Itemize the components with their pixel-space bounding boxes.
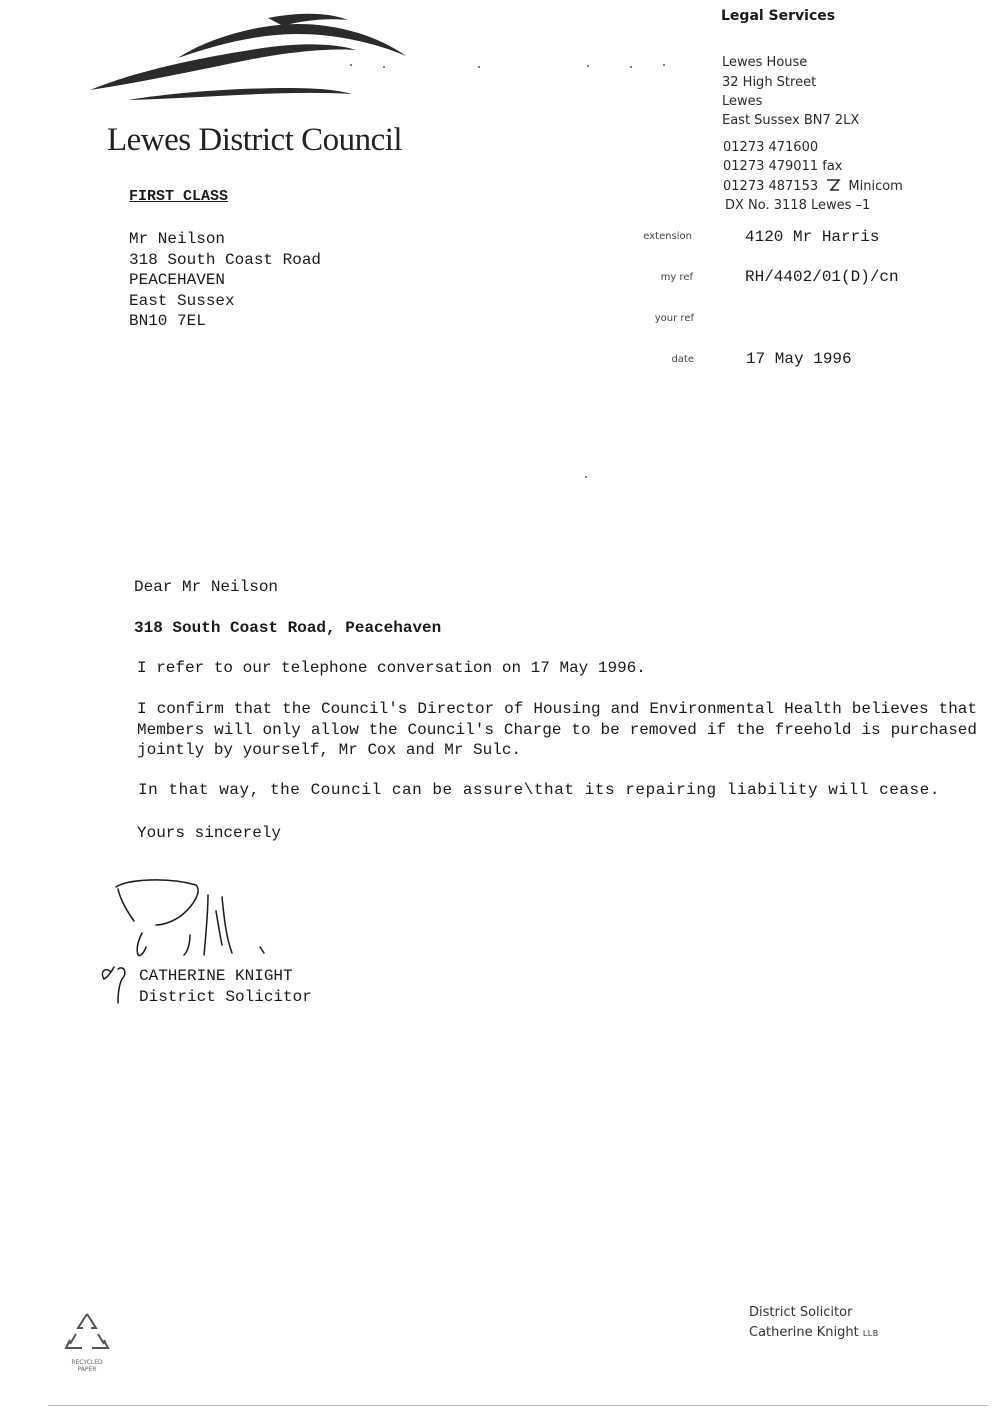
body-paragraph: I refer to our telephone conversation on 17 May 1996. — [137, 659, 646, 677]
recipient-address — [129, 229, 321, 332]
recycle-icon — [62, 1310, 112, 1354]
signatory-name: CATHERINE KNIGHT — [139, 967, 293, 985]
footer-qualifications: LLB — [862, 1329, 879, 1338]
extension-value: 4120 Mr Harris — [745, 228, 880, 246]
recipient-line: 318 South Coast Road — [129, 250, 322, 269]
minicom-label: Minicom — [848, 179, 903, 194]
recycled-paper-mark — [62, 1310, 112, 1372]
minicom-icon — [825, 178, 841, 192]
salutation: Dear Mr Neilson — [134, 578, 279, 596]
body-paragraph: In that way, the Council can be assure\that its repairing liability will cease. — [138, 781, 940, 799]
phone-number: 01273 471600 — [723, 140, 819, 155]
recipient-line: BN10 7EL — [129, 312, 206, 331]
address-line-building: Lewes House — [722, 55, 808, 70]
recipient-line: East Sussex — [129, 291, 235, 310]
address-line-county-postcode: East Sussex BN7 2LX — [722, 113, 860, 128]
my-ref-label: my ref — [660, 272, 693, 283]
footer-officer-title: District Solicitor — [749, 1305, 853, 1320]
extension-label: extension — [643, 231, 692, 242]
minicom-number: 01273 487153 — [723, 179, 819, 194]
recipient-line: PEACEHAVEN — [129, 271, 226, 290]
postage-class: FIRST CLASS — [129, 188, 229, 205]
address-line-street: 32 High Street — [722, 75, 817, 90]
body-paragraph: I confirm that the Council's Director of Housing and Environmental Health believes that Members will only allow the Council's Charge to be removed if the freehold is purchased jointly by yourself, Mr Cox and Mr Sulc. — [137, 700, 977, 759]
date-value: 17 May 1996 — [746, 350, 852, 368]
department-heading: Legal Services — [721, 8, 836, 24]
closing: Yours sincerely — [137, 824, 282, 842]
date-label: date — [671, 354, 694, 365]
signatory-title: District Solicitor — [139, 988, 312, 1006]
my-ref-value: RH/4402/01(D)/cn — [745, 268, 899, 286]
fax-number: 01273 479011 fax — [723, 159, 843, 174]
footer-officer-name — [749, 1325, 879, 1340]
footer-name-text: Catherine Knight — [749, 1325, 859, 1340]
council-logo — [88, 8, 418, 108]
council-name: Lewes District Council — [107, 122, 403, 158]
page-edge-line — [48, 1405, 988, 1406]
your-ref-label: your ref — [654, 313, 694, 324]
subject-line: 318 South Coast Road, Peacehaven — [134, 619, 442, 637]
minicom-line — [723, 178, 903, 194]
recycled-label: RECYCLED PAPER — [71, 1359, 103, 1373]
dx-number: DX No. 3118 Lewes –1 — [725, 198, 871, 213]
address-line-town: Lewes — [722, 94, 763, 109]
recipient-line: Mr Neilson — [129, 230, 226, 248]
